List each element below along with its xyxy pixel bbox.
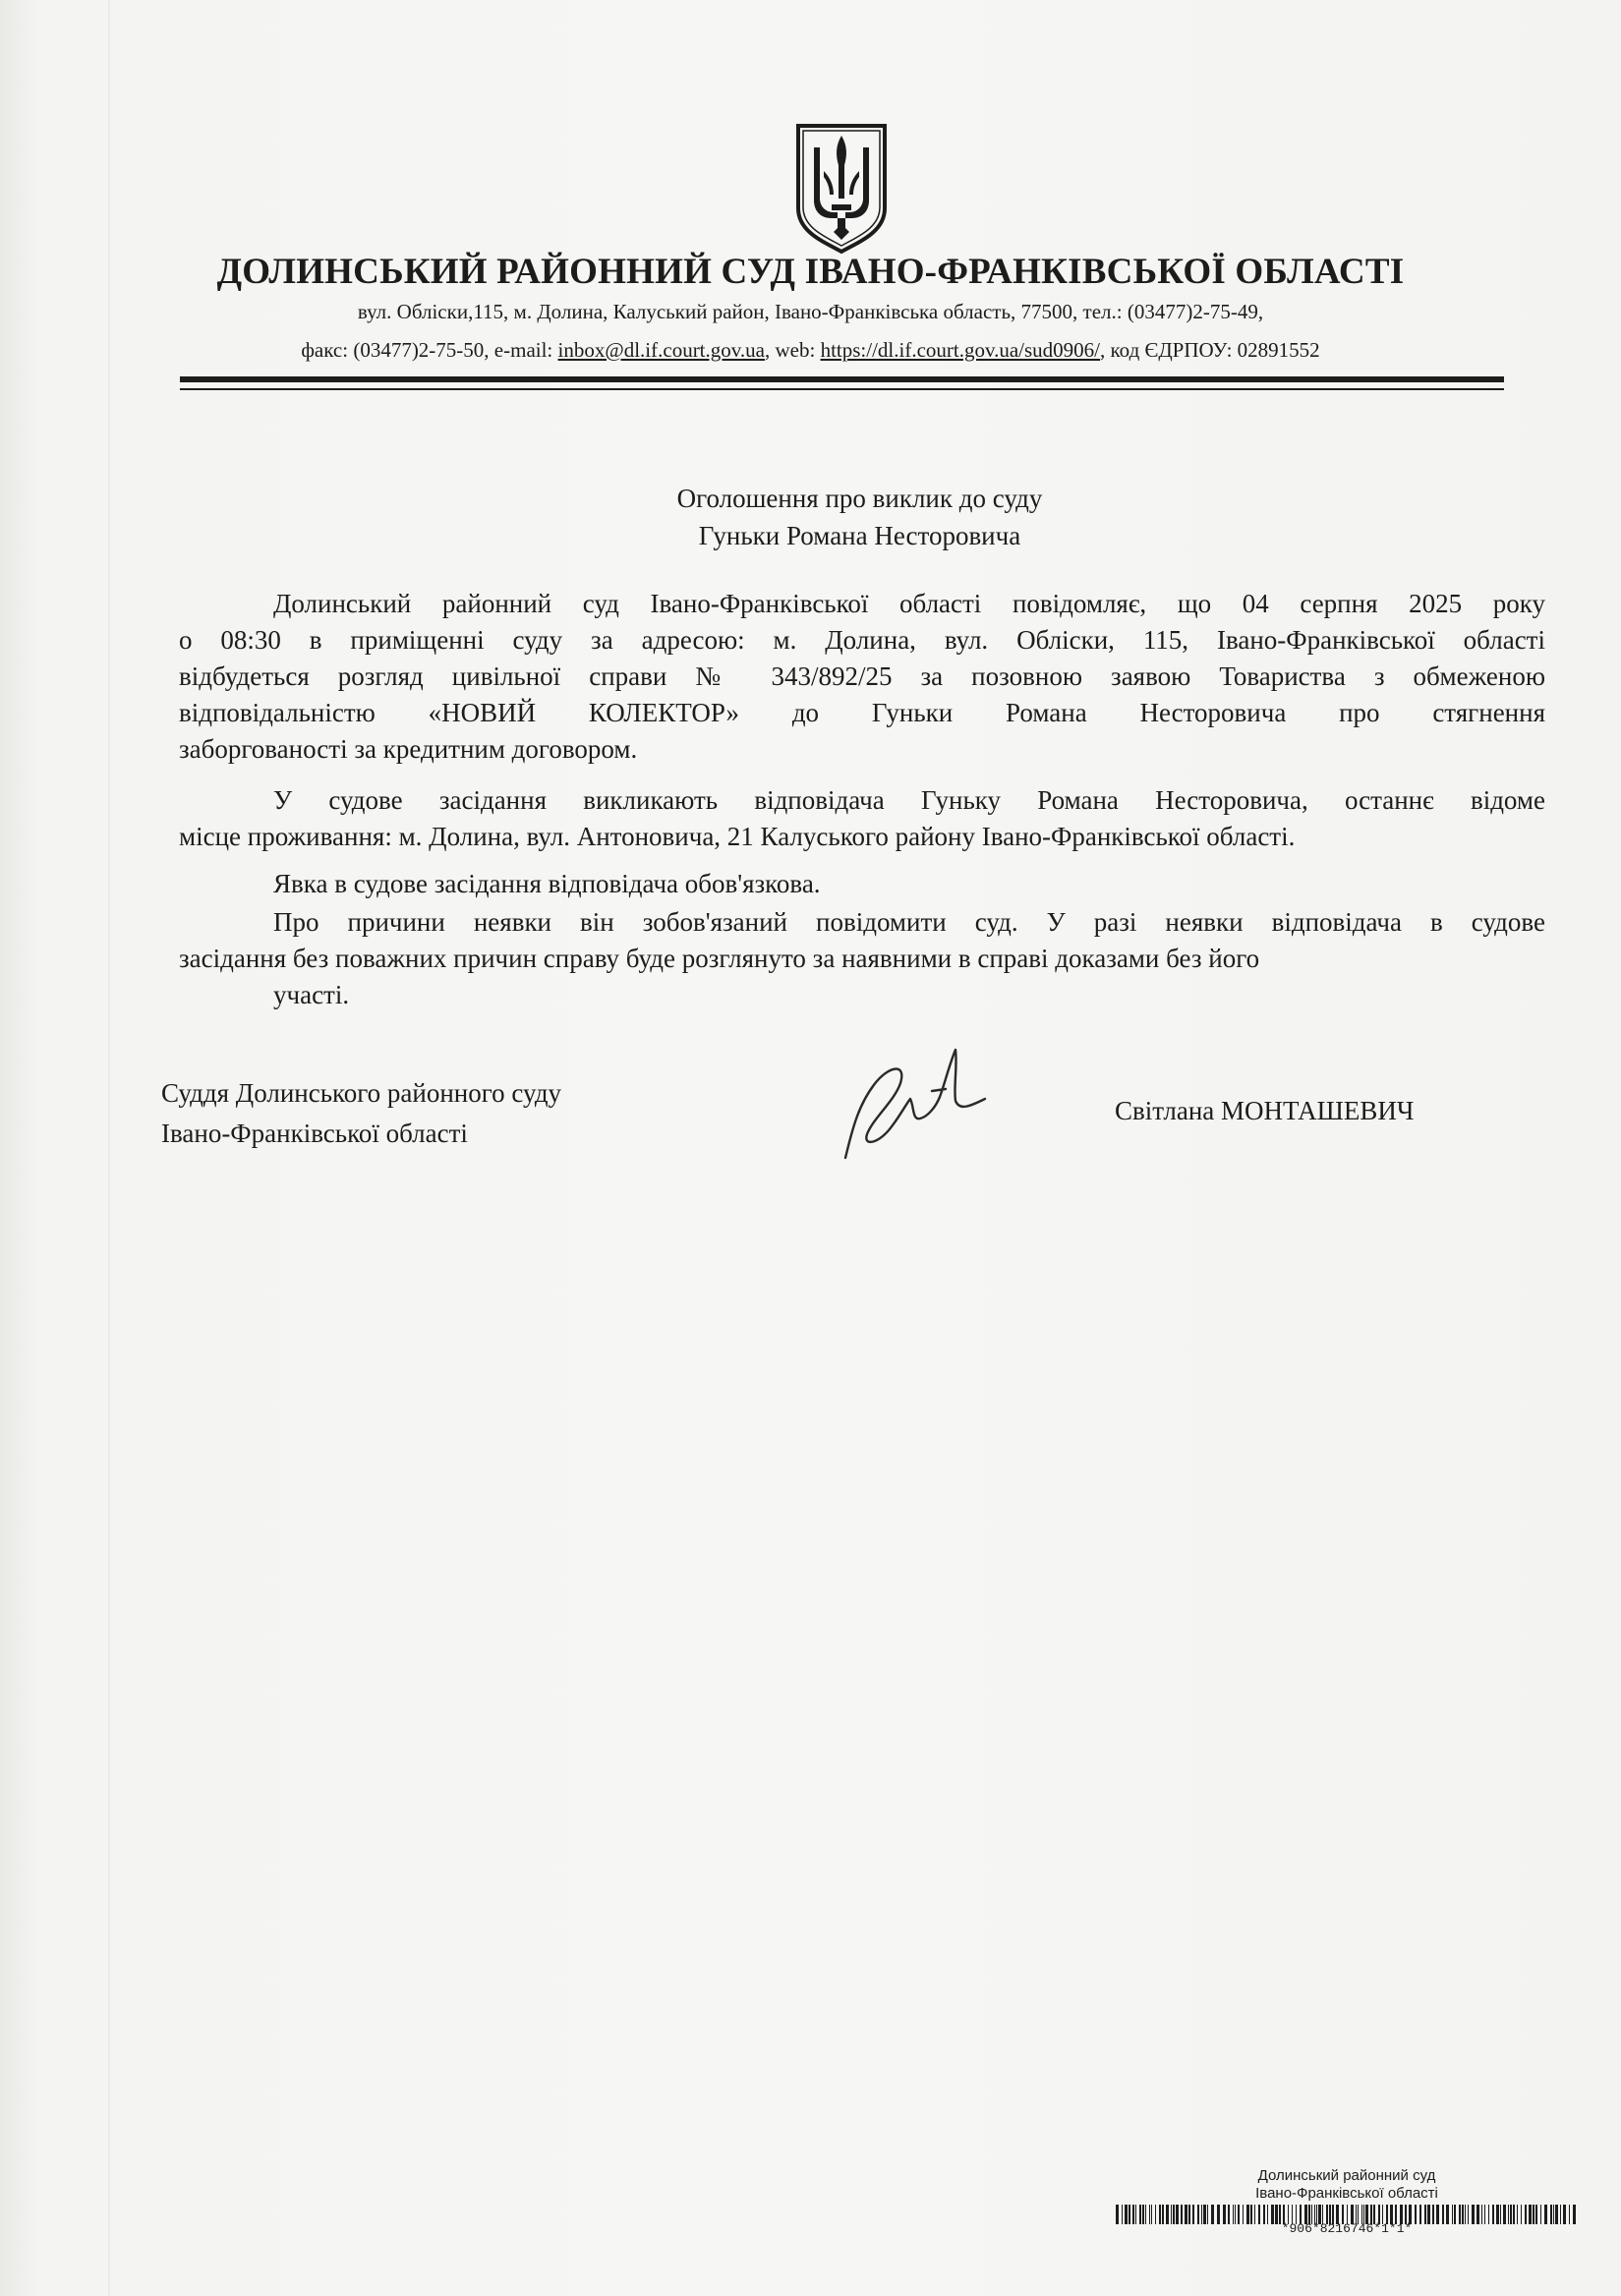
paragraph-defendant-summons [179, 782, 1545, 855]
handwritten-signature [838, 1036, 1005, 1164]
text-line: о 08:30 в приміщенні суду за адресою: м. Долина, вул. Обліски, 115, Івано-Франківської області [179, 625, 1545, 655]
barcode-number: *906*8216746*1*1* [1281, 2221, 1413, 2236]
barcode-bar [1271, 2205, 1274, 2224]
barcode-bar [1223, 2205, 1226, 2224]
barcode-bar [1263, 2205, 1265, 2224]
barcode-bar [1513, 2205, 1515, 2224]
barcode-bar [1563, 2205, 1566, 2224]
barcode-bar [1235, 2205, 1236, 2224]
announcement-title: Оголошення про виклик до суду [676, 484, 1043, 513]
barcode-bar [1267, 2205, 1268, 2224]
ukraine-trident-emblem-icon [794, 122, 889, 256]
barcode-bar [1139, 2205, 1141, 2224]
barcode-bar [1254, 2205, 1255, 2224]
barcode-bar [1181, 2205, 1183, 2224]
barcode-bar [1442, 2205, 1444, 2224]
barcode-bar [1446, 2205, 1449, 2224]
barcode-bar [1166, 2205, 1169, 2224]
barcode-bar [1508, 2205, 1509, 2224]
barcode-bar [1544, 2205, 1547, 2224]
barcode-bar [1246, 2205, 1249, 2224]
email-link[interactable]: inbox@dl.if.court.gov.ua [557, 338, 765, 362]
paragraph-attendance [179, 866, 1545, 902]
barcode-bar [1496, 2205, 1499, 2224]
barcode-bar [1192, 2205, 1194, 2224]
barcode-bar [1145, 2205, 1146, 2224]
text-line: Про причини неявки він зобов'язаний повідомити суд. У разі неявки відповідача в судове [273, 907, 1545, 937]
barcode-bar [1207, 2205, 1208, 2224]
text-line: заборгованості за кредитним договором. [179, 734, 638, 764]
barcode-bar [1481, 2205, 1482, 2224]
barcode-bar [1233, 2205, 1234, 2224]
text-line: Долинський районний суд Івано-Франківської області повідомляє, що 04 серпня 2025 року [273, 589, 1545, 618]
barcode-bar [1275, 2205, 1278, 2224]
barcode-bar [1424, 2205, 1426, 2224]
fax-label: факс: (03477)2-75-50, e-mail: [301, 338, 558, 362]
barcode-bar [1476, 2205, 1479, 2224]
barcode-bar [1569, 2205, 1570, 2224]
barcode-bar [1573, 2205, 1576, 2224]
web-label: , web: [764, 338, 821, 362]
barcode-bar [1550, 2205, 1552, 2224]
barcode-bar [1149, 2205, 1150, 2224]
barcode-bar [1201, 2205, 1202, 2224]
barcode-bar [1116, 2205, 1119, 2224]
text-line: відповідальністю «НОВИЙ КОЛЕКТОР» до Гуньки Романа Несторовича про стягнення [179, 698, 1545, 727]
barcode-bar [1500, 2205, 1501, 2224]
barcode-bar [1211, 2205, 1214, 2224]
barcode-bar [1132, 2205, 1134, 2224]
text-line: участі. [273, 980, 350, 1009]
barcode-bar [1162, 2205, 1164, 2224]
court-name: ДОЛИНСЬКИЙ РАЙОННИЙ СУД ІВАНО-ФРАНКІВСЬКОЇ ОБЛАСТІ [216, 252, 1405, 292]
text-line: У судове засідання викликають відповідача Гуньку Романа Несторовича, останнє відоме [273, 785, 1545, 815]
barcode-bar [1459, 2205, 1461, 2224]
header-divider-thin [180, 388, 1504, 390]
barcode-bar [1155, 2205, 1156, 2224]
barcode-bar [1415, 2205, 1417, 2224]
text-line: засідання без поважних причин справу буде розглянуто за наявними в справі доказами без його [179, 944, 1260, 973]
barcode-bar [1250, 2205, 1252, 2224]
edrpou-code: , код ЄДРПОУ: 02891552 [1100, 338, 1320, 362]
barcode-bar [1521, 2205, 1522, 2224]
barcode-bar [1533, 2205, 1534, 2224]
announcement-subject: Гуньки Романа Несторовича [698, 521, 1021, 550]
barcode-bar [1142, 2205, 1144, 2224]
barcode-bar [1432, 2205, 1434, 2224]
barcode-bar [1122, 2205, 1123, 2224]
barcode-bar [1472, 2205, 1475, 2224]
barcode-bar [1462, 2205, 1464, 2224]
text-line: відбудеться розгляд цивільної справи № 343/892/25 за позовною заявою Товариства з обмеженою [179, 661, 1545, 691]
barcode-bar [1228, 2205, 1230, 2224]
barcode-bar [1159, 2205, 1161, 2224]
barcode-bar [1560, 2205, 1561, 2224]
barcode-bar [1125, 2205, 1128, 2224]
text-line: місце проживання: м. Долина, вул. Антоновича, 21 Калуського району Івано-Франківської області. [179, 822, 1296, 851]
signatory-position [161, 1073, 561, 1154]
barcode-bar [1529, 2205, 1532, 2224]
barcode-bar [1535, 2205, 1537, 2224]
barcode-bar [1197, 2205, 1199, 2224]
signatory-position-line: Суддя Долинського районного суду [161, 1078, 562, 1108]
barcode-bar [1555, 2205, 1558, 2224]
barcode-bar [1525, 2205, 1527, 2224]
barcode-bar [1468, 2205, 1469, 2224]
barcode-bar [1238, 2205, 1240, 2224]
court-address: вул. Обліски,115, м. Долина, Калуський район, Івано-Франківська область, 77500, тел.: (03477)2-75-49, [357, 300, 1264, 323]
barcode-bar [1173, 2205, 1175, 2224]
barcode-bar [1454, 2205, 1456, 2224]
barcode-bar [1427, 2205, 1430, 2224]
barcode-bar [1436, 2205, 1439, 2224]
text-line: Явка в судове засідання відповідача обов'язкова. [273, 869, 821, 898]
court-contacts [0, 338, 1621, 363]
barcode-bar [1203, 2205, 1206, 2224]
barcode-bar [1258, 2205, 1260, 2224]
barcode-bar [1419, 2205, 1421, 2224]
signatory-position-line: Івано-Франківської області [161, 1119, 468, 1148]
barcode-bar [1510, 2205, 1512, 2224]
website-link[interactable]: https://dl.if.court.gov.ua/sud0906/ [820, 338, 1101, 362]
barcode-bar [1188, 2205, 1190, 2224]
barcode-bar [1465, 2205, 1466, 2224]
barcode-bar [1452, 2205, 1453, 2224]
barcode-bar [1217, 2205, 1220, 2224]
barcode-bar [1517, 2205, 1518, 2224]
barcode-bar [1129, 2205, 1130, 2224]
barcode-bar [1171, 2205, 1172, 2224]
barcode-bar [1151, 2205, 1152, 2224]
paragraph-absence-consequences [179, 904, 1545, 1013]
stamp-region: Івано-Франківської області [1255, 2185, 1438, 2202]
barcode-bar [1185, 2205, 1187, 2224]
barcode-bar [1492, 2205, 1494, 2224]
signatory-name: Світлана МОНТАШЕВИЧ [1115, 1096, 1415, 1125]
barcode-bar [1484, 2205, 1485, 2224]
barcode-bar [1243, 2205, 1244, 2224]
stamp-court-name: Долинський районний суд [1257, 2167, 1436, 2184]
barcode-bar [1135, 2205, 1136, 2224]
barcode-bar [1176, 2205, 1179, 2224]
barcode-bar [1488, 2205, 1489, 2224]
barcode-bar [1553, 2205, 1554, 2224]
header-divider-thick [180, 376, 1504, 382]
registry-stamp [1111, 2167, 1583, 2236]
barcode-bar [1540, 2205, 1541, 2224]
barcode-bar [1503, 2205, 1506, 2224]
paragraph-hearing-notice [179, 586, 1545, 768]
barcode-bar [1279, 2205, 1281, 2224]
